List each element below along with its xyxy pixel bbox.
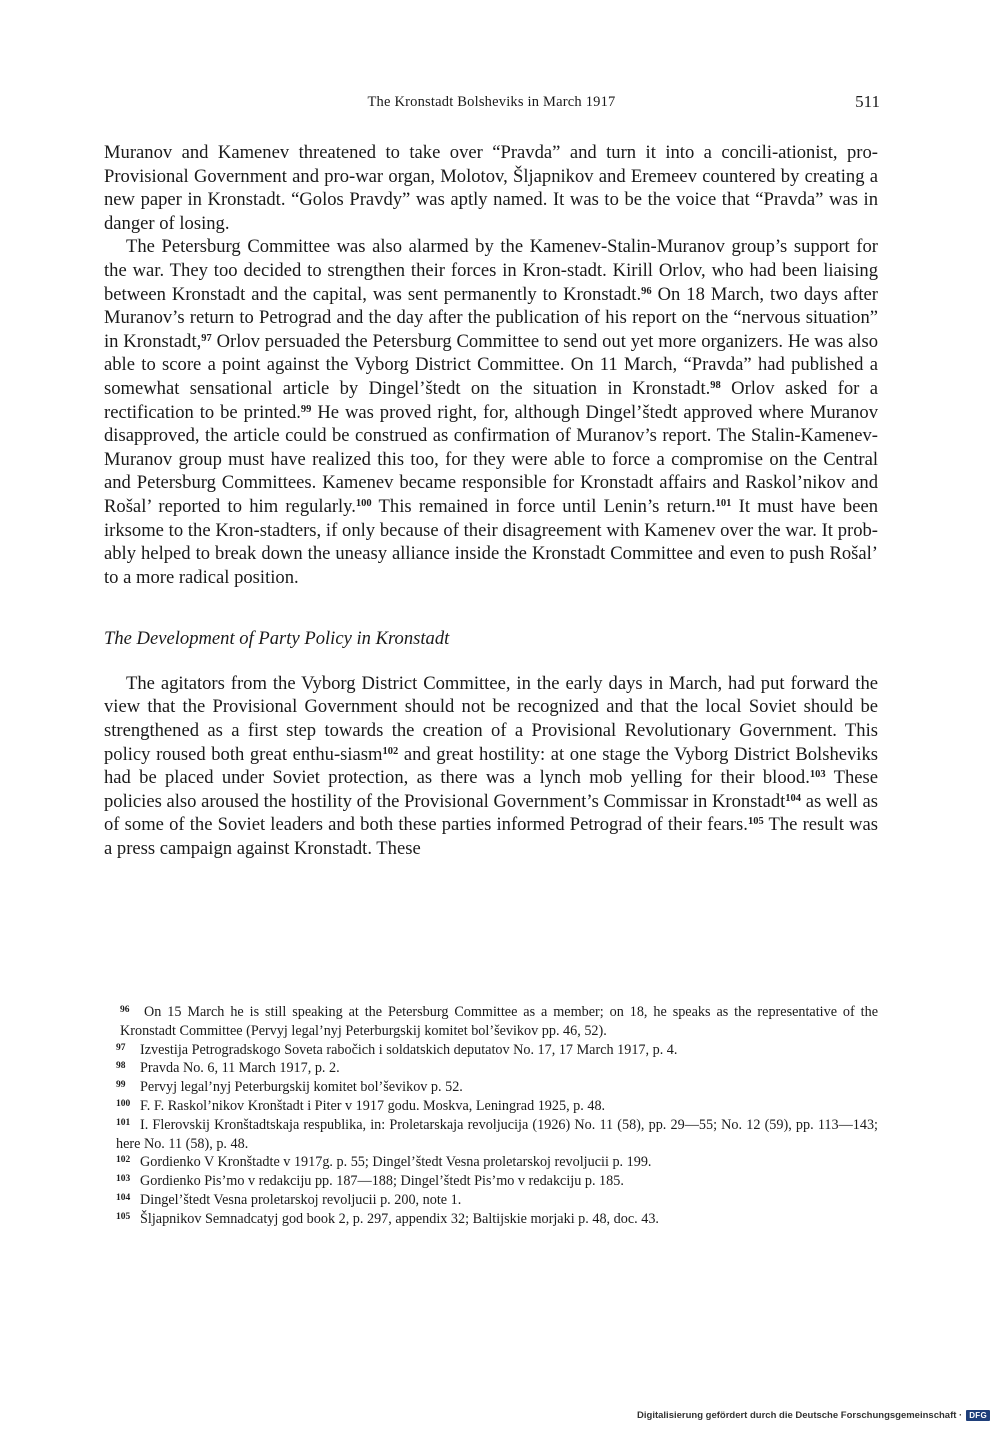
paragraph-2-text-e: He was proved right, for, although Dingel’štedt approved where Muranov disapproved, the article could be construed as confirmation of Muranov’s report. The Stalin-Kamenev-Muranov group must have realized this too, for they were able to force a compromise on the Central and Petersburg Committees. Kamenev became responsible for Kronstadt affairs and Raskol’nikov and Rošal’ reported to him regularly. xyxy=(104,401,878,517)
footer-text: Digitalisierung gefördert durch die Deutsche Forschungsgemeinschaft · xyxy=(637,1410,963,1421)
paragraph-2 xyxy=(104,235,878,589)
footnote-text: Dingel’štedt Vesna proletarskoj revoljucii p. 200, note 1. xyxy=(140,1191,462,1208)
digitization-footer xyxy=(637,1410,990,1421)
footnote-text: Pravda No. 6, 11 March 1917, p. 2. xyxy=(140,1060,340,1077)
footnote-text: F. F. Raskol’nikov Kronštadt i Piter v 1917 godu. Moskva, Leningrad 1925, p. 48. xyxy=(140,1097,606,1114)
paragraph-1-text: Muranov and Kamenev threatened to take over “Pravda” and turn it into a concili-ationist, pro-Provisional Government and pro-war organ, Molotov, Šljapnikov and Eremeev countered by creating a new paper in Kronstadt. “Golos Pravdy” was aptly named. It was to be the voice that “Pravda” was in danger of losing. xyxy=(104,142,878,234)
paragraph-2-text-g: It must have been irksome to the Kron-stadters, if only because of their disagreement with Kamenev over the war. It prob-ably helped to break down the uneasy alliance inside the Kronstadt Committee and even to push Rošal’ to a more radical position. xyxy=(104,495,878,588)
page-number: 511 xyxy=(855,92,880,111)
footnote-ref-99[interactable]: 99 xyxy=(300,403,312,415)
paragraph-3 xyxy=(104,672,878,861)
running-title: The Kronstadt Bolsheviks in March 1917 xyxy=(367,94,616,110)
running-head xyxy=(103,92,880,116)
paragraph-2-text-b: On 18 March, two days after Muranov’s return to Petrograd and the day after the publication of his report on the “nervous situation” in Kronstadt, xyxy=(104,283,878,352)
paragraph-3-text-e: The result was a press campaign against Kronstadt. These xyxy=(104,814,878,860)
footnote-text: Šljapnikov Semnadcatyj god book 2, p. 297, appendix 32; Baltijskie morjaki p. 48, doc. 43. xyxy=(140,1210,659,1227)
footnote-text: Gordienko Pis’mo v redakciju pp. 187—188; Dingel’štedt Pis’mo v redakciju p. 185. xyxy=(140,1173,624,1190)
paragraph-3-text-c: These policies also aroused the hostility of the Provisional Government’s Commissar in Kronstadt xyxy=(104,767,879,812)
footnote-ref-96[interactable]: 96 xyxy=(641,285,652,297)
footnote-102: 102 Gordienko V Kronštadte v 1917g. p. 55; Dingel’štedt Vesna proletarskoj revoljucii p. 199. xyxy=(116,1154,652,1171)
footnote-text: Pervyj legal’nyj Peterburgskij komitet bol’ševikov p. 52. xyxy=(140,1079,463,1096)
footnote-ref-98[interactable]: 98 xyxy=(710,379,721,391)
paragraph-2-text-f: This remained in force until Lenin’s return. xyxy=(371,495,716,517)
dfg-logo: DFG xyxy=(966,1410,990,1421)
paragraph-1 xyxy=(104,141,878,235)
paragraph-2-text-d: Orlov asked for a rectification to be printed. xyxy=(104,377,878,423)
footnote-text: On 15 March he is still speaking at the Petersburg Committee as a member; on 18, he speaks as the representative of the Kronstadt Committee (Pervyj legal’nyj Peterburgskij komitet bol’ševikov pp. 46, 52). xyxy=(120,1004,878,1039)
footnote-ref-100[interactable]: 100 xyxy=(355,497,372,509)
footnote-99: 99 Pervyj legal’nyj Peterburgskij komitet bol’ševikov p. 52. xyxy=(116,1079,463,1096)
footnote-ref-103[interactable]: 103 xyxy=(809,769,826,781)
footnote-ref-97[interactable]: 97 xyxy=(201,332,212,344)
paragraph-3-text-d: as well as of some of the Soviet leaders and both these parties informed Petrograd of their fears. xyxy=(104,790,878,836)
footnote-ref-101[interactable]: 101 xyxy=(715,497,732,509)
footnote-97: 97 Izvestija Petrogradskogo Soveta rabočich i soldatskich deputatov No. 17, 17 March 1917, p. 4. xyxy=(116,1041,678,1058)
body-text xyxy=(104,141,878,861)
footnote-text: Gordienko V Kronštadte v 1917g. p. 55; Dingel’štedt Vesna proletarskoj revoljucii p. 199. xyxy=(140,1154,652,1171)
footnote-text: Izvestija Petrogradskogo Soveta rabočich i soldatskich deputatov No. 17, 17 March 1917, p. 4. xyxy=(140,1041,678,1058)
paragraph-3-text-b: and great hostility: at one stage the Vyborg District Bolsheviks had be placed under Soviet protection, as there was a lynch mob yelling for their blood. xyxy=(104,743,878,789)
footnote-ref-105[interactable]: 105 xyxy=(747,816,764,828)
footnote-96: 96 On 15 March he is still speaking at the Petersburg Committee as a member; on 18, he speaks as the representative of the Kronstadt Committee (Pervyj legal’nyj Peterburgskij komitet bol’ševikov pp. 46, 52). xyxy=(120,1004,878,1039)
footnote-103: 103 Gordienko Pis’mo v redakciju pp. 187—188; Dingel’štedt Pis’mo v redakciju p. 185. xyxy=(116,1173,624,1190)
footnote-text: I. Flerovskij Kronštadtskaja respublika, in: Proletarskaja revoljucija (1926) No. 11 (58), pp. 29—55; No. 12 (59), pp. 113—143; here No. 11 (58), p. 48. xyxy=(116,1116,878,1152)
footnote-ref-102[interactable]: 102 xyxy=(382,745,399,757)
footnote-100: 100 F. F. Raskol’nikov Kronštadt i Piter v 1917 godu. Moskva, Leningrad 1925, p. 48. xyxy=(116,1097,606,1114)
footnote-101: 101 I. Flerovskij Kronštadtskaja respublika, in: Proletarskaja revoljucija (1926) No. 11 (58), pp. 29—55; No. 12 (59), pp. 113—143; here No. 11 (58), p. 48. xyxy=(116,1116,878,1152)
footnote-105: 105 Šljapnikov Semnadcatyj god book 2, p. 297, appendix 32; Baltijskie morjaki p. 48, doc. 43. xyxy=(116,1210,659,1227)
paragraph-2-text-a: The Petersburg Committee was also alarmed by the Kamenev-Stalin-Muranov group’s support for the war. They too decided to strengthen their forces in Kron-stadt. Kirill Orlov, who had been liaising between Kronstadt and the capital, was sent permanently to Kronstadt. xyxy=(104,236,878,305)
paragraph-2-text-c: Orlov persuaded the Petersburg Committee to send out yet more organizers. He was also able to score a point against the Vyborg District Committee. On 11 March, “Pravda” had published a somewhat sensational article by Dingel’štedt on the situation in Kronstadt. xyxy=(104,330,878,399)
paragraph-3-text-a: The agitators from the Vyborg District Committee, in the early days in March, had put forward the view that the Provisional Government should not be recognized and that the local Soviet should be strengthened as a first step towards the creation of a Provisional Revolutionary Government. This policy roused both great enthu-siasm xyxy=(104,672,878,765)
footnote-104: 104 Dingel’štedt Vesna proletarskoj revoljucii p. 200, note 1. xyxy=(116,1191,462,1208)
footnotes xyxy=(104,1003,878,1229)
footnote-ref-104[interactable]: 104 xyxy=(785,792,802,804)
section-heading: The Development of Party Policy in Kronstadt xyxy=(104,628,450,650)
footnote-98: 98 Pravda No. 6, 11 March 1917, p. 2. xyxy=(116,1060,340,1077)
